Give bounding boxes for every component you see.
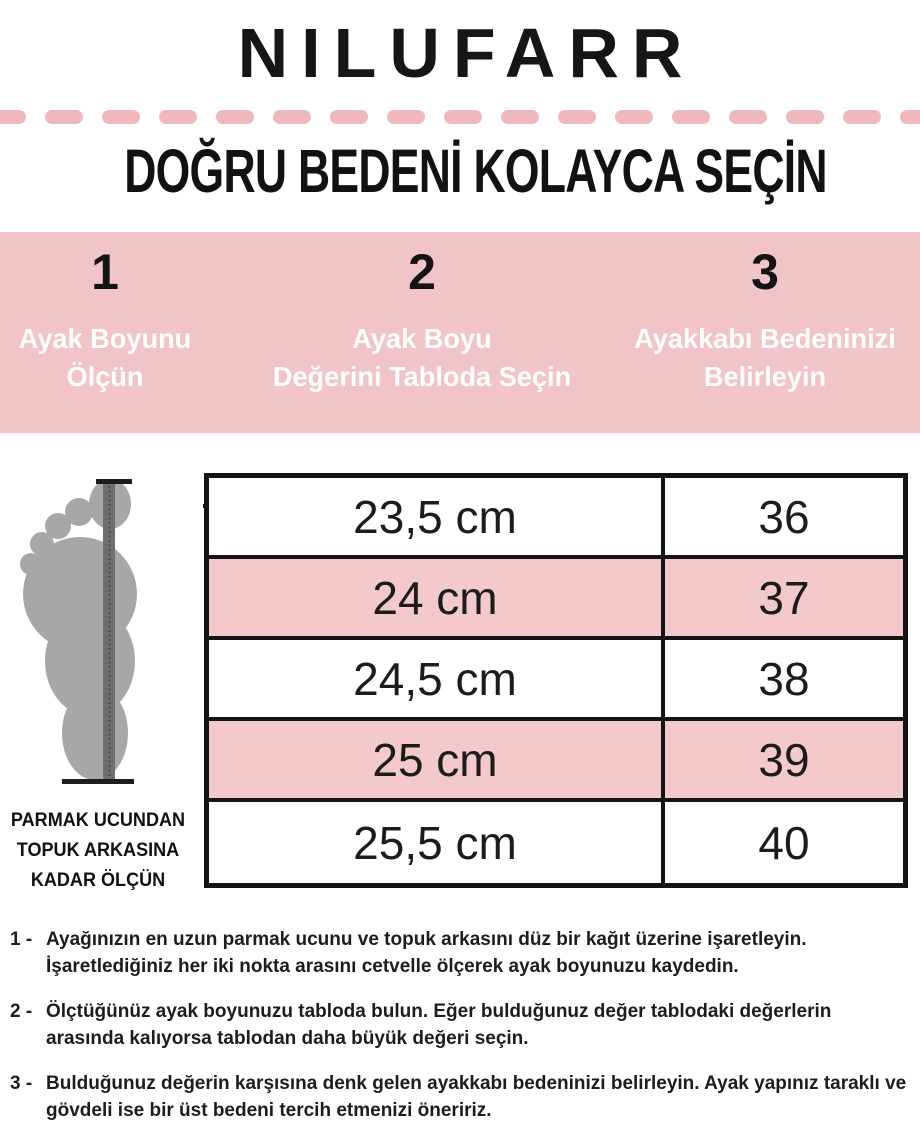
foot-caption-line2: TOPUK ARKASINA <box>16 840 180 861</box>
divider-dash <box>672 110 710 124</box>
instruction-number: 2 - <box>10 1001 33 1022</box>
step-2-label-line1: Ayak Boyu <box>352 323 492 354</box>
foot-length-cell: 25,5 cm <box>209 802 665 883</box>
shoe-size-cell: 40 <box>758 816 810 869</box>
divider-dash <box>216 110 254 124</box>
table-row <box>209 721 903 802</box>
step-1-label-line1: Ayak Boyunu <box>18 323 192 354</box>
steps-band <box>0 232 920 433</box>
foot-silhouette <box>20 479 137 780</box>
measure-bottom-bar <box>62 779 134 784</box>
step-2-label-line2: Değerini Tabloda Seçin <box>272 361 572 392</box>
size-table <box>204 473 908 888</box>
instruction-text: Bulduğunuz değerin karşısına denk gelen ayakkabı bedeninizi belirleyin. Ayak yapınız taraklı ve gövdeli ise bir üst bedeni tercih etmenizi öneririz. <box>46 1073 907 1121</box>
step-3-number: 3 <box>751 244 779 300</box>
step-1-label <box>3 320 207 396</box>
step-2 <box>200 232 644 433</box>
divider-dash <box>843 110 881 124</box>
instructions <box>10 926 910 1142</box>
instruction-text: Ölçtüğünüz ayak boyunuzu tabloda bulun. Eğer bulduğunuz değer tablodaki değerlerin arasında kalıyorsa tablodan daha büyük değeri seçin. <box>46 1001 832 1049</box>
instruction-item-2 <box>10 998 910 1052</box>
foot-length-cell: 25 cm <box>209 721 665 798</box>
table-row <box>209 640 903 721</box>
step-3-label <box>615 320 916 396</box>
shoe-size-cell: 38 <box>758 652 810 705</box>
step-1-label-line2: Ölçün <box>66 361 144 392</box>
measure-top-bar <box>96 479 132 484</box>
foot-measure-illustration <box>10 476 142 792</box>
step-2-label <box>207 320 638 396</box>
divider-dash <box>45 110 83 124</box>
divider-dash <box>615 110 653 124</box>
table-row <box>209 559 903 640</box>
divider-dash <box>159 110 197 124</box>
step-3 <box>610 232 920 433</box>
foot-length-cell: 24 cm <box>209 559 665 636</box>
foot-length-cell: 23,5 cm <box>209 478 665 555</box>
dashed-divider <box>0 110 920 124</box>
shoe-size-cell: 37 <box>758 571 810 624</box>
instruction-number: 1 - <box>10 929 33 950</box>
instruction-item-1 <box>10 926 910 980</box>
divider-dash <box>900 110 920 124</box>
foot-caption-line3: KADAR ÖLÇÜN <box>30 870 166 891</box>
step-3-label-line2: Belirleyin <box>703 361 827 392</box>
instruction-number: 3 - <box>10 1073 33 1094</box>
shoe-size-cell: 39 <box>758 733 810 786</box>
foot-length-cell: 24,5 cm <box>209 640 665 717</box>
table-row <box>209 802 903 883</box>
divider-dash <box>0 110 26 124</box>
divider-dash <box>558 110 596 124</box>
brand-title: NILUFARR <box>237 14 696 92</box>
divider-dash <box>444 110 482 124</box>
step-3-label-line1: Ayakkabı Bedeninizi <box>634 323 896 354</box>
step-2-number: 2 <box>408 244 436 300</box>
step-1-number: 1 <box>91 244 119 300</box>
divider-dash <box>273 110 311 124</box>
step-1 <box>0 232 210 433</box>
divider-dash <box>501 110 539 124</box>
table-row <box>209 478 903 559</box>
divider-dash <box>330 110 368 124</box>
divider-dash <box>729 110 767 124</box>
divider-dash <box>102 110 140 124</box>
divider-dash <box>786 110 824 124</box>
foot-caption <box>5 806 191 896</box>
instruction-text: Ayağınızın en uzun parmak ucunu ve topuk arkasını düz bir kağıt üzerine işaretleyin. İşaretlediğiniz her iki nokta arasını cetvelle ölçerek ayak boyunuzu kaydedin. <box>46 929 807 977</box>
instruction-item-3 <box>10 1070 910 1124</box>
foot-caption-line1: PARMAK UCUNDAN <box>10 810 186 831</box>
shoe-size-cell: 36 <box>758 490 810 543</box>
page-title: DOĞRU BEDENİ KOLAYCA SEÇİN <box>124 137 827 205</box>
divider-dash <box>387 110 425 124</box>
